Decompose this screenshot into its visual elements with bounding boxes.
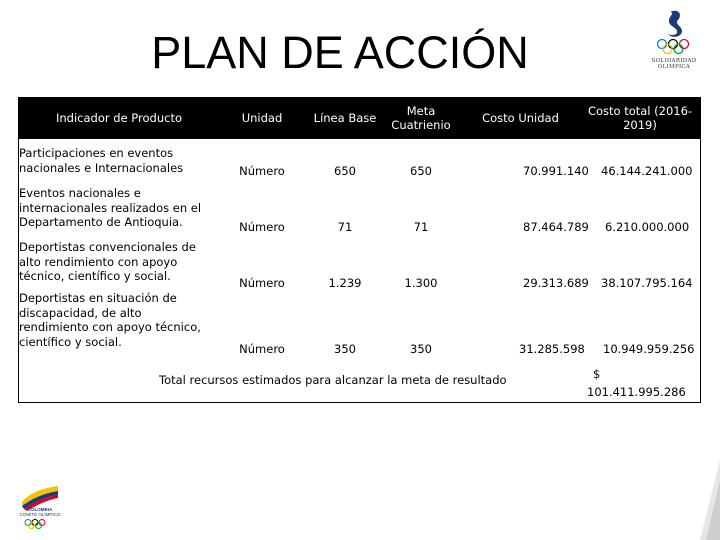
total-currency: $ bbox=[593, 367, 601, 381]
row-total-cost: 38.107.795.164 bbox=[601, 276, 693, 290]
row-indicator: Eventos nacionales e internacionales realizados en el Departamento de Antioquia. bbox=[19, 186, 202, 229]
row-baseline: 350 bbox=[334, 342, 356, 356]
logo-top-line1: SOLIDARIDAD bbox=[651, 58, 697, 64]
total-value: 101.411.995.286 bbox=[587, 385, 686, 399]
small-olympic-rings-icon bbox=[18, 518, 62, 530]
row-goal: 650 bbox=[410, 164, 432, 178]
logo-bottom-line2: COMITÉ OLÍMPICO bbox=[19, 512, 61, 517]
solidaridad-olimpica-logo bbox=[648, 6, 700, 72]
header-goal: Meta Cuatrienio bbox=[391, 104, 451, 132]
row-baseline: 1.239 bbox=[328, 276, 362, 290]
row-unit: Número bbox=[239, 220, 285, 234]
row-unit: Número bbox=[239, 342, 285, 356]
row-total-cost: 46.144.241.000 bbox=[601, 164, 693, 178]
row-goal: 71 bbox=[413, 220, 429, 234]
row-total-cost: 10.949.959.256 bbox=[603, 342, 695, 356]
header-unit-cost: Costo Unidad bbox=[482, 111, 559, 125]
row-baseline: 650 bbox=[334, 164, 356, 178]
header-indicator: Indicador de Producto bbox=[56, 111, 182, 125]
action-plan-table bbox=[18, 97, 701, 403]
row-unit-cost: 70.991.140 bbox=[523, 164, 589, 178]
header-baseline: Línea Base bbox=[313, 111, 377, 125]
row-unit-cost: 29.313.689 bbox=[523, 276, 589, 290]
row-indicator: Deportistas en situación de discapacidad, de alto rendimiento con apoyo técnico, científico y social. bbox=[19, 291, 201, 349]
row-indicator: Participaciones en eventos nacionales e Internacionales bbox=[19, 146, 184, 175]
olympic-rings-icon bbox=[648, 6, 700, 58]
total-label: Total recursos estimados para alcanzar la meta de resultado bbox=[159, 373, 507, 387]
row-unit: Número bbox=[239, 276, 285, 290]
row-baseline: 71 bbox=[337, 220, 353, 234]
row-indicator: Deportistas convencionales de alto rendimiento con apoyo técnico, científico y social. bbox=[19, 240, 196, 283]
corner-decoration bbox=[700, 460, 720, 540]
table-header bbox=[19, 97, 700, 139]
header-unit: Unidad bbox=[241, 111, 283, 125]
row-total-cost: 6.210.000.000 bbox=[605, 220, 690, 234]
row-unit-cost: 31.285.598 bbox=[519, 342, 585, 356]
colombia-olympic-committee-logo bbox=[18, 484, 70, 532]
logo-bottom-line1: COLOMBIA bbox=[27, 507, 53, 512]
header-total-cost: Costo total (2016-2019) bbox=[587, 104, 693, 132]
row-unit: Número bbox=[239, 164, 285, 178]
logo-top-line2: OLÍMPICA bbox=[657, 64, 691, 70]
row-goal: 1.300 bbox=[404, 276, 438, 290]
row-unit-cost: 87.464.789 bbox=[523, 220, 589, 234]
page-title: PLAN DE ACCIÓN bbox=[151, 27, 529, 78]
row-goal: 350 bbox=[410, 342, 432, 356]
